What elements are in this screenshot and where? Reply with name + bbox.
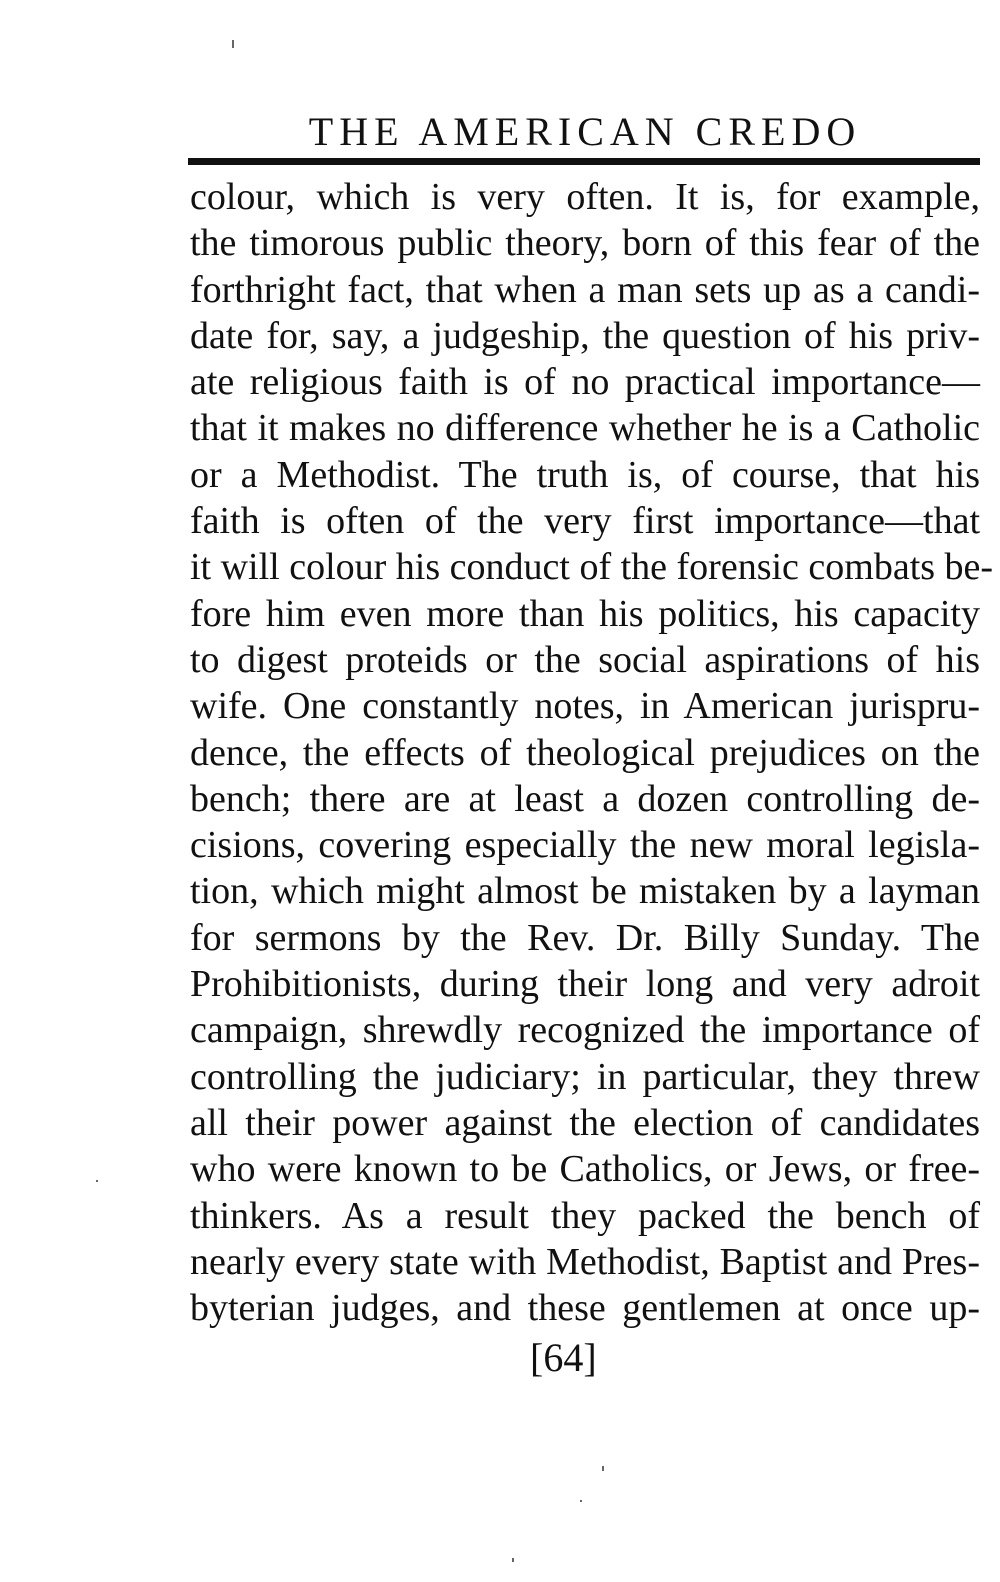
running-head: THE AMERICAN CREDO [308, 109, 862, 154]
text-line: the timorous public theory, born of this fear of the [190, 222, 980, 265]
text-line: byterian judges, and these gentlemen at once up- [190, 1287, 980, 1330]
scan-speck [232, 40, 234, 48]
text-line: for sermons by the Rev. Dr. Billy Sunday. The [190, 916, 980, 959]
text-line: who were known to be Catholics, or Jews, or free- [190, 1148, 980, 1191]
scan-speck [512, 1558, 514, 1562]
text-line: tion, which might almost be mistaken by a layman [190, 870, 980, 913]
page-number: [64] [530, 1335, 597, 1380]
text-line: to digest proteids or the social aspirations of his [190, 638, 980, 681]
text-line: date for, say, a judgeship, the question of his priv- [190, 314, 980, 357]
text-line: it will colour his conduct of the forensic combats be- [190, 546, 994, 589]
text-line: Prohibitionists, during their long and very adroit [190, 963, 980, 1006]
text-line: cisions, covering especially the new moral legisla- [190, 824, 980, 867]
text-line: nearly every state with Methodist, Baptist and Pres- [190, 1240, 980, 1283]
text-line: all their power against the election of candidates [190, 1101, 980, 1144]
text-line: fore him even more than his politics, his capacity [190, 592, 980, 635]
text-line: controlling the judiciary; in particular, they threw [190, 1055, 980, 1098]
text-line: dence, the effects of theological prejudices on the [190, 731, 980, 774]
body-text [190, 174, 994, 1331]
scan-speck [96, 1180, 98, 1182]
text-line: bench; there are at least a dozen controlling de- [190, 777, 980, 820]
text-line: thinkers. As a result they packed the bench of [190, 1194, 980, 1237]
text-line: faith is often of the very first importance—that [190, 500, 980, 543]
text-line: ate religious faith is of no practical importance— [190, 361, 980, 404]
text-line: forthright fact, that when a man sets up as a candi- [190, 268, 980, 311]
header-rule [188, 158, 980, 165]
text-line: that it makes no difference whether he is a Catholic [190, 407, 980, 450]
text-line: campaign, shrewdly recognized the importance of [190, 1009, 980, 1052]
text-line: colour, which is very often. It is, for example, [190, 176, 980, 218]
text-line: or a Methodist. The truth is, of course, that his [190, 453, 980, 496]
text-line: wife. One constantly notes, in American jurispru- [190, 685, 980, 728]
scan-speck [580, 1500, 582, 1502]
scan-speck [602, 1466, 604, 1471]
